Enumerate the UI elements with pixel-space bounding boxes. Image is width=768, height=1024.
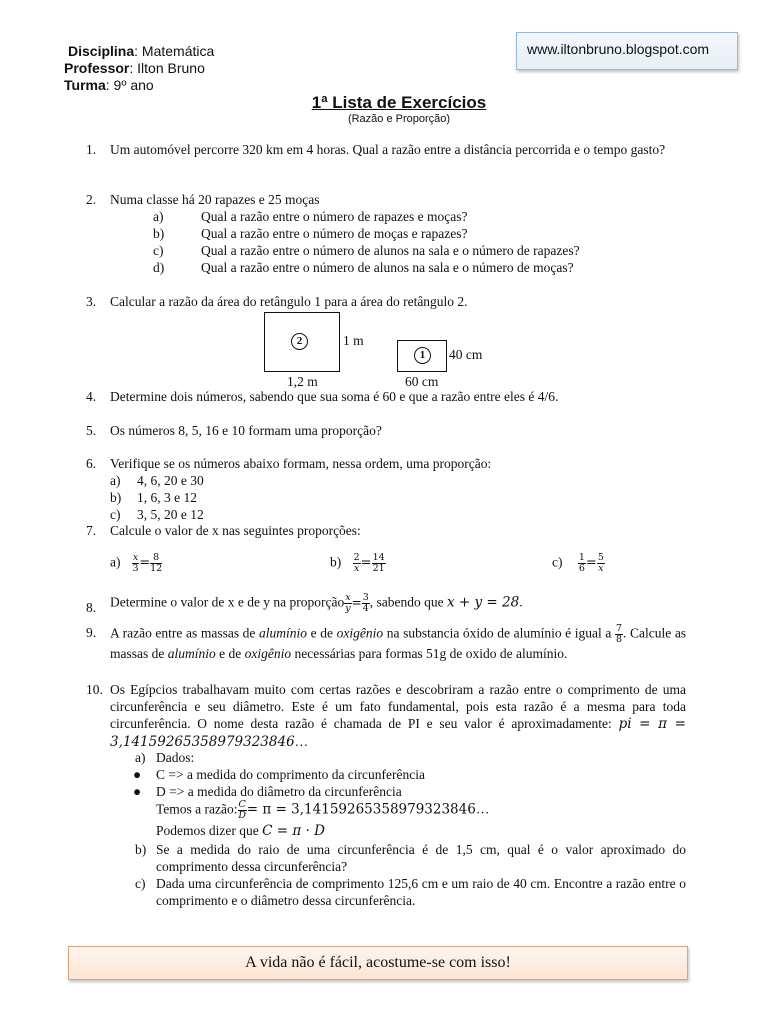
- pi-expression: pi = π = 3,14159265358979323846: [110, 716, 686, 750]
- term-oxigenio: oxigênio: [336, 625, 384, 641]
- equals-sign: =: [351, 595, 362, 610]
- rectangle-1-base: 60 cm: [405, 374, 439, 389]
- denominator: 3: [132, 563, 139, 574]
- discipline-value: : Matemática: [134, 43, 215, 59]
- denominator: 12: [150, 563, 163, 574]
- question-number: 1.: [86, 142, 97, 157]
- question-number: 10.: [86, 682, 103, 697]
- text-part: A razão entre as massas de: [110, 625, 256, 641]
- question-number: 4.: [86, 389, 97, 404]
- fraction: [597, 553, 605, 574]
- proportion-b: [330, 553, 386, 574]
- equals-sign: =: [139, 555, 151, 571]
- proportion-a: [110, 553, 162, 574]
- professor-label: Professor: [64, 60, 130, 76]
- denominator: y: [345, 603, 351, 614]
- question-text: Verifique se os números abaixo formam, nessa ordem, uma proporção:: [110, 456, 492, 471]
- numerator: 1: [578, 552, 585, 563]
- item-text: 1, 6, 3 e 12: [137, 490, 197, 505]
- item-label: a): [135, 750, 146, 765]
- ratio-tail: …: [475, 801, 490, 817]
- numerator: x: [345, 592, 351, 603]
- text-before: Determine o valor de x e de y na proporção: [110, 594, 345, 610]
- question-text: Calcule o valor de x nas seguintes proporções:: [110, 523, 361, 538]
- question-number: 8.: [86, 600, 97, 615]
- term-aluminio: alumínio: [259, 625, 308, 641]
- rectangle-1-side: 40 cm: [449, 347, 483, 362]
- discipline-label: Disciplina: [68, 43, 135, 59]
- item-label: b): [153, 226, 165, 241]
- numerator: 7: [615, 623, 623, 634]
- bullet-text: D => a medida do diâmetro da circunferência: [156, 784, 402, 799]
- proportion-label: a): [110, 554, 121, 570]
- fraction: [353, 553, 361, 574]
- rectangle-2-side: 1 m: [343, 333, 364, 348]
- turma-value: : 9º ano: [105, 77, 154, 93]
- question-text: [110, 681, 686, 751]
- denominator: x: [598, 563, 604, 574]
- item-text: Qual a razão entre o número de alunos na sala e o número de moças?: [201, 260, 574, 275]
- text-part: . Calcule as massas de: [110, 625, 687, 661]
- footer-quote: A vida não é fácil, acostume-se com isso!: [68, 946, 688, 980]
- question-number: 7.: [86, 523, 97, 538]
- question-text: Calcular a razão da área do retângulo 1 para a área do retângulo 2.: [110, 294, 468, 309]
- numerator: 3: [362, 592, 369, 603]
- denominator: 4: [362, 603, 369, 614]
- term-aluminio: alumínio: [167, 646, 216, 661]
- bullet-text: C => a medida do comprimento da circunferência: [156, 767, 425, 782]
- denominator: 8: [615, 634, 623, 645]
- fraction: [150, 553, 162, 574]
- ratio-expression: = π = 3,14159265358979323846: [246, 801, 476, 818]
- rectangles-figure: [255, 312, 487, 387]
- page-title: 1ª Lista de Exercícios: [311, 93, 487, 112]
- fraction: [578, 553, 586, 574]
- say-line: [156, 822, 325, 840]
- fraction: [372, 553, 386, 574]
- item-text: Dados:: [156, 750, 195, 765]
- proportion-label: b): [330, 554, 342, 570]
- denominator: 6: [578, 563, 585, 574]
- fraction-xy: [344, 593, 351, 614]
- item-label: b): [135, 842, 147, 857]
- bullet-icon: ●: [133, 767, 142, 782]
- formula: C = π · D: [262, 823, 325, 839]
- item-label: b): [110, 490, 122, 505]
- question-number: 3.: [86, 294, 97, 309]
- item-label: c): [153, 243, 164, 258]
- text-mid: , sabendo que: [369, 594, 444, 610]
- rectangle-2-badge: 2: [291, 333, 308, 350]
- text-part: Os Egípcios trabalhavam muito com certas razões e descobriram a razão entre o comprimento de uma circunferência e seu diâmetro. Este é um fato fundamental, pois esta razão é a mesma para toda circunferência. O nome desta razão é chamada de PI e seu valor é aproximadamente:: [110, 682, 686, 731]
- turma-label: Turma: [64, 77, 106, 93]
- text-end: .: [519, 594, 523, 610]
- denominator: x: [353, 563, 360, 574]
- numerator: C: [238, 799, 246, 810]
- ratio-line: [156, 800, 489, 821]
- page-subtitle: (Razão e Proporção): [347, 113, 451, 125]
- equals-sign: =: [360, 555, 372, 571]
- item-text: 3, 5, 20 e 12: [137, 507, 204, 522]
- numerator: 8: [150, 553, 162, 564]
- condition: x + y = 28: [446, 594, 520, 611]
- fraction-34: [362, 593, 370, 614]
- website-link[interactable]: www.iltonbruno.blogspot.com: [516, 32, 738, 70]
- question-number: 6.: [86, 456, 97, 471]
- item-text: Qual a razão entre o número de moças e rapazes?: [201, 226, 468, 241]
- numerator: 5: [597, 552, 604, 563]
- text-part: necessárias para formas 51g de oxido de alumínio.: [294, 646, 568, 661]
- item-text: 4, 6, 20 e 30: [137, 473, 204, 488]
- pi-tail: …: [294, 734, 309, 749]
- item-label: d): [153, 260, 165, 275]
- question-text: [110, 593, 523, 614]
- item-label: c): [110, 507, 121, 522]
- text-part: e de: [219, 646, 242, 661]
- text-part: na substancia óxido de alumínio é igual a: [386, 625, 612, 641]
- denominator: 21: [372, 563, 385, 574]
- proportion-label: c): [552, 554, 563, 570]
- bullet-icon: ●: [133, 784, 142, 799]
- question-text: Numa classe há 20 rapazes e 25 moças: [110, 192, 320, 207]
- numerator: 2: [353, 552, 360, 563]
- question-text: Um automóvel percorre 320 km em 4 horas. Qual a razão entre a distância percorrida e o tempo gasto?: [110, 142, 666, 157]
- text-part: e de: [310, 625, 334, 641]
- question-text: Os números 8, 5, 16 e 10 formam uma proporção?: [110, 423, 382, 438]
- item-label: c): [135, 876, 146, 891]
- question-text: [110, 624, 686, 662]
- text-part: Podemos dizer que: [156, 823, 259, 838]
- question-number: 9.: [86, 625, 97, 640]
- item-text: Se a medida do raio de uma circunferência é de 1,5 cm, qual é o valor aproximado do comprimento dessa circunferência?: [156, 842, 686, 874]
- question-text: Determine dois números, sabendo que sua soma é 60 e que a razão entre eles é 4/6.: [110, 389, 559, 404]
- professor-value: : Ilton Bruno: [129, 60, 205, 76]
- rectangle-1-badge: 1: [414, 347, 431, 364]
- turma-line: [64, 77, 154, 94]
- item-text: Qual a razão entre o número de rapazes e moças?: [201, 209, 468, 224]
- question-number: 5.: [86, 423, 97, 438]
- item-text: Qual a razão entre o número de alunos na sala e o número de rapazes?: [201, 243, 580, 258]
- question-number: 2.: [86, 192, 97, 207]
- term-oxigenio: oxigênio: [244, 646, 292, 661]
- equals-sign: =: [585, 555, 597, 571]
- item-label: a): [153, 209, 164, 224]
- denominator: D: [238, 810, 246, 821]
- numerator: 14: [372, 552, 385, 563]
- discipline-line: [68, 43, 214, 60]
- item-label: a): [110, 473, 121, 488]
- proportion-c: [552, 553, 605, 574]
- professor-line: [64, 60, 205, 77]
- item-text: Dada uma circunferência de comprimento 125,6 cm e um raio de 40 cm. Encontre a razão entre o comprimento e o diâmetro dessa circunferência.: [156, 876, 686, 908]
- numerator: x: [132, 552, 139, 563]
- text-part: Temos a razão:: [156, 801, 238, 817]
- fraction-7-8: [615, 624, 623, 645]
- fraction-c-d: [238, 800, 247, 821]
- rectangle-2-base: 1,2 m: [287, 374, 318, 389]
